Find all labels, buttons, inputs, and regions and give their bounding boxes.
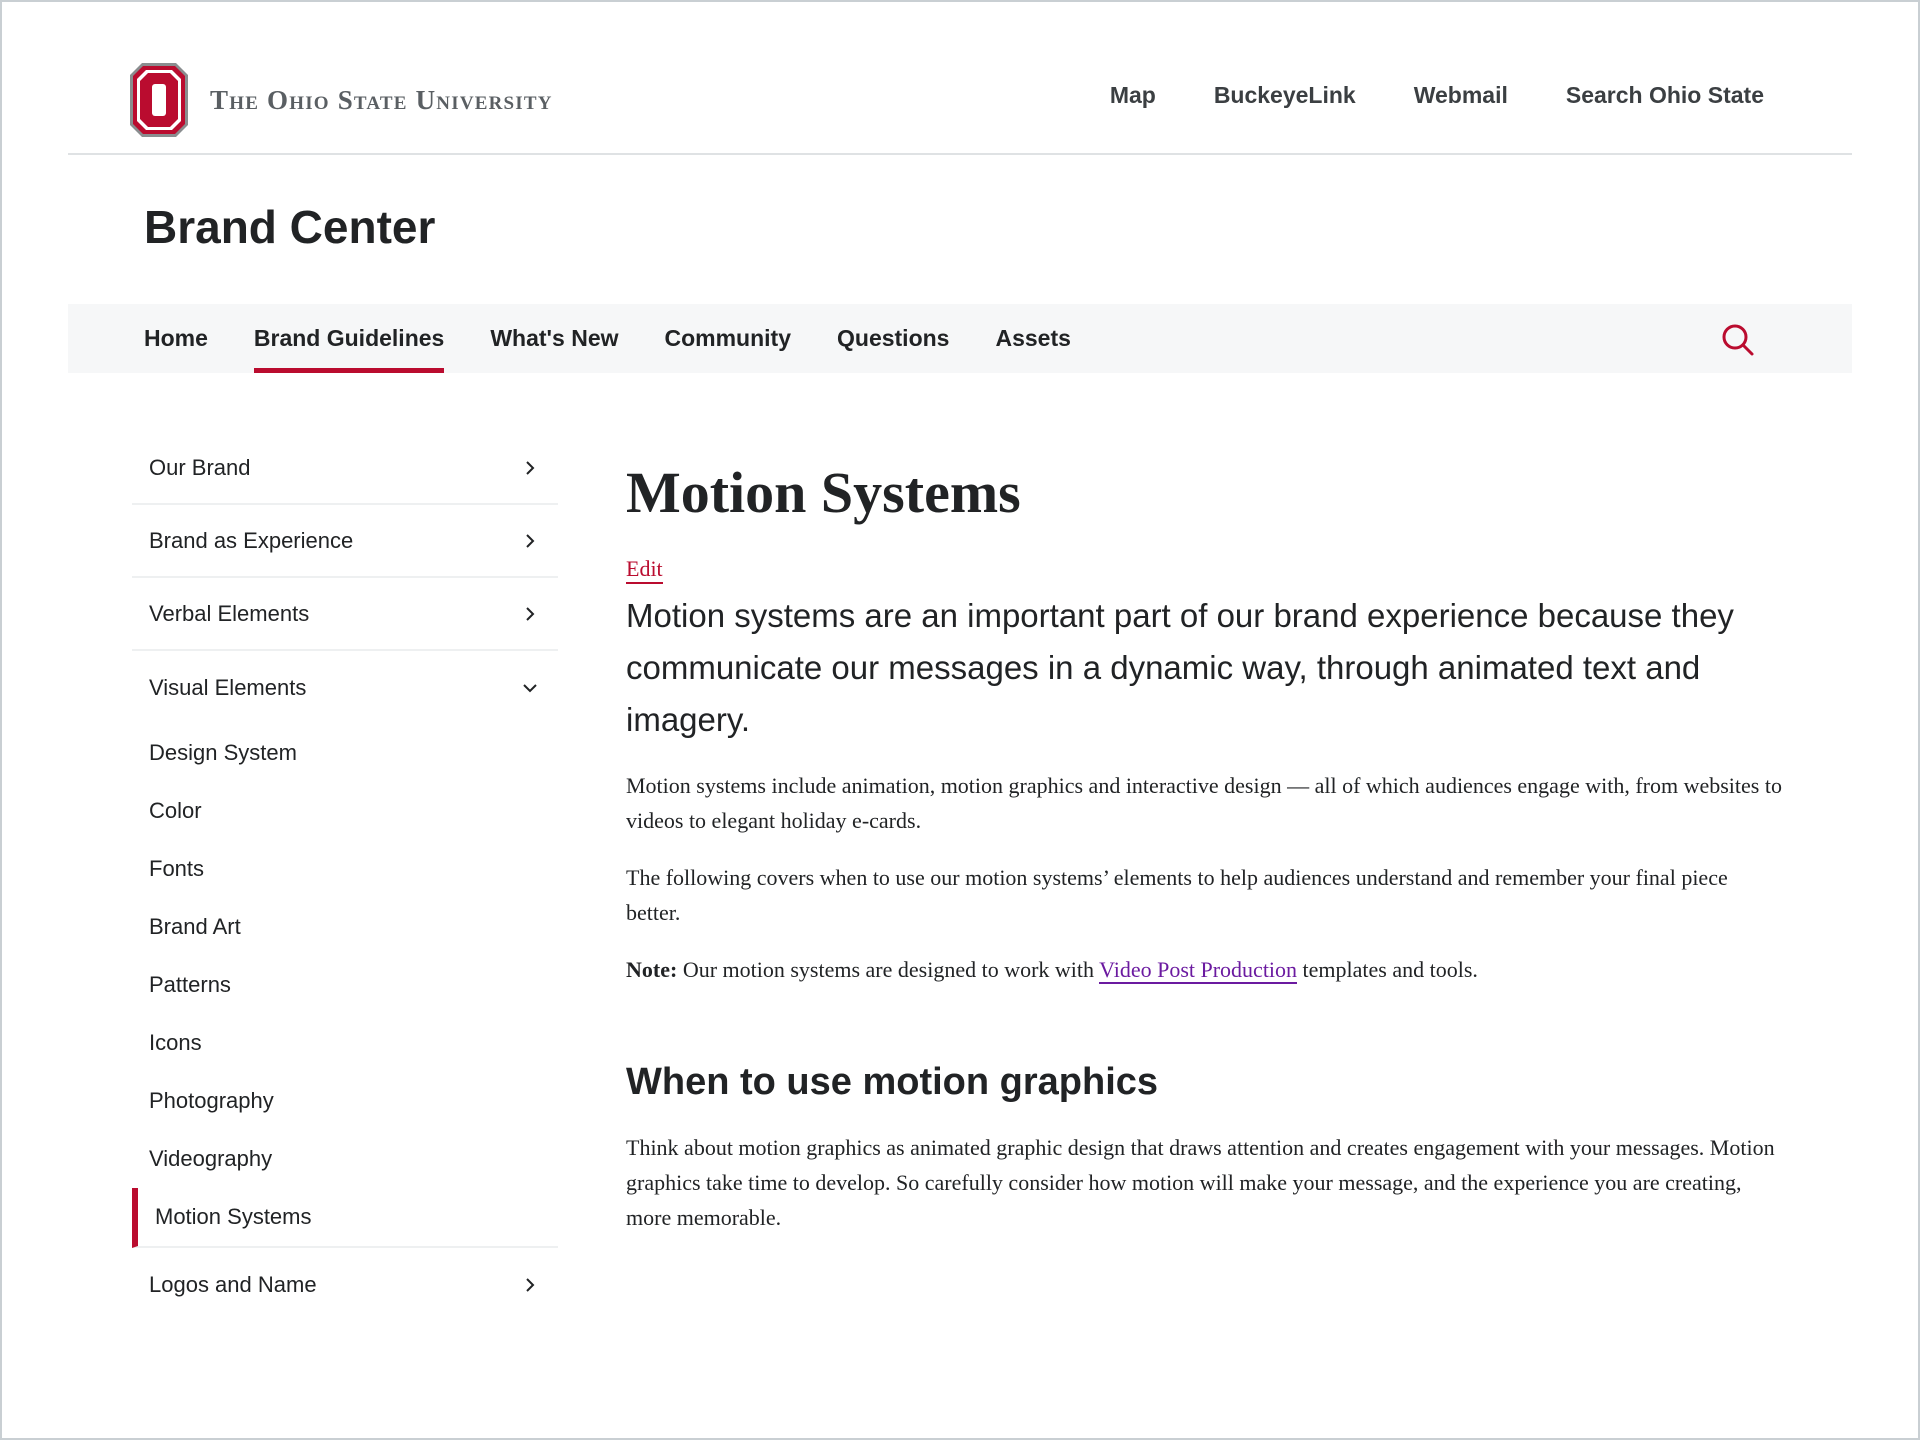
sidebar-subitem-brand-art[interactable]: Brand Art xyxy=(149,914,241,939)
sidebar-item-label: Logos and Name xyxy=(149,1272,317,1297)
university-wordmark: The Ohio State University xyxy=(210,84,553,115)
video-post-production-link[interactable]: Video Post Production xyxy=(1099,956,1298,982)
nav-item-home[interactable] xyxy=(144,304,208,373)
sidebar-item-visual-elements[interactable] xyxy=(132,651,558,724)
article-content xyxy=(626,458,1786,1235)
utility-link-webmail[interactable]: Webmail xyxy=(1413,82,1508,108)
utility-nav xyxy=(1110,82,1764,109)
sidebar-subitem-icons[interactable]: Icons xyxy=(149,1030,202,1055)
chevron-right-icon[interactable] xyxy=(522,460,538,476)
nav-link-community[interactable]: Community xyxy=(664,325,791,351)
chevron-right-icon[interactable] xyxy=(522,1277,538,1293)
note-text-end: templates and tools. xyxy=(1297,956,1478,982)
body-paragraph: The following covers when to use our motion systems’ elements to help audiences understand and remember your final piece better. xyxy=(626,864,1728,925)
sidebar-item-logos-and-name[interactable] xyxy=(132,1248,558,1322)
search-icon[interactable] xyxy=(1720,322,1756,358)
chevron-right-icon[interactable] xyxy=(522,533,538,549)
body-paragraph: Motion systems include animation, motion graphics and interactive design — all of which audiences engage with, from websites to videos to elegant holiday e-cards. xyxy=(626,772,1782,833)
nav-item-assets[interactable] xyxy=(995,304,1070,373)
nav-link-home[interactable]: Home xyxy=(144,325,208,351)
sidebar-subitem-motion-systems[interactable]: Motion Systems xyxy=(132,1188,558,1248)
sidebar-item-label: Our Brand xyxy=(149,454,251,480)
nav-link-brand-guidelines[interactable]: Brand Guidelines xyxy=(253,325,445,351)
sidebar-item-verbal-elements[interactable] xyxy=(132,578,558,651)
site-title[interactable]: Brand Center xyxy=(144,201,436,253)
nav-item-community[interactable] xyxy=(665,304,792,373)
sidebar-item-brand-as-experience[interactable] xyxy=(132,505,558,578)
utility-link-search-ohio-state[interactable]: Search Ohio State xyxy=(1565,82,1764,108)
edit-link[interactable]: Edit xyxy=(626,556,663,584)
section-sidebar xyxy=(132,432,558,1322)
nav-item-whats-new[interactable] xyxy=(490,304,618,373)
sidebar-subitem-design-system[interactable]: Design System xyxy=(149,740,297,765)
nav-link-questions[interactable]: Questions xyxy=(837,325,950,351)
sidebar-subitem-patterns[interactable]: Patterns xyxy=(149,972,231,997)
sidebar-item-our-brand[interactable] xyxy=(132,432,558,505)
sidebar-subitem-photography[interactable]: Photography xyxy=(149,1088,274,1113)
nav-item-brand-guidelines[interactable] xyxy=(254,304,444,373)
sidebar-subitem-videography[interactable]: Videography xyxy=(149,1146,273,1171)
nav-item-questions[interactable] xyxy=(837,304,949,373)
lead-paragraph: Motion systems are an important part of our brand experience because they communicate our messages in a dynamic way, through animated text and imagery. xyxy=(626,596,1734,738)
global-header xyxy=(68,0,1852,155)
sidebar-item-label: Visual Elements xyxy=(149,674,307,700)
utility-link-map[interactable]: Map xyxy=(1109,82,1156,108)
nav-link-whats-new[interactable]: What's New xyxy=(490,325,619,351)
osu-logo[interactable] xyxy=(130,60,553,140)
note-text: Our motion systems are designed to work with xyxy=(677,956,1100,982)
sidebar-subitem-fonts[interactable]: Fonts xyxy=(149,856,205,881)
note-paragraph xyxy=(626,952,1786,987)
section-heading: When to use motion graphics xyxy=(626,1060,1159,1103)
chevron-down-icon[interactable] xyxy=(522,680,538,696)
chevron-right-icon[interactable] xyxy=(522,606,538,622)
main-nav xyxy=(68,304,1852,373)
body-paragraph: Think about motion graphics as animated graphic design that draws attention and creates engagement with your messages. Motion graphics take time to develop. So carefully consider how motion will make your message, and the experience you are creating, more memorable. xyxy=(626,1134,1775,1230)
block-o-icon xyxy=(130,63,188,137)
note-label: Note: xyxy=(626,956,678,982)
sidebar-item-label: Brand as Experience xyxy=(149,527,354,553)
sidebar-item-label: Verbal Elements xyxy=(149,600,310,626)
sidebar-subitem-color[interactable]: Color xyxy=(149,798,202,823)
utility-link-buckeyelink[interactable]: BuckeyeLink xyxy=(1213,82,1356,108)
page-title: Motion Systems xyxy=(626,460,1021,525)
nav-link-assets[interactable]: Assets xyxy=(995,325,1071,351)
